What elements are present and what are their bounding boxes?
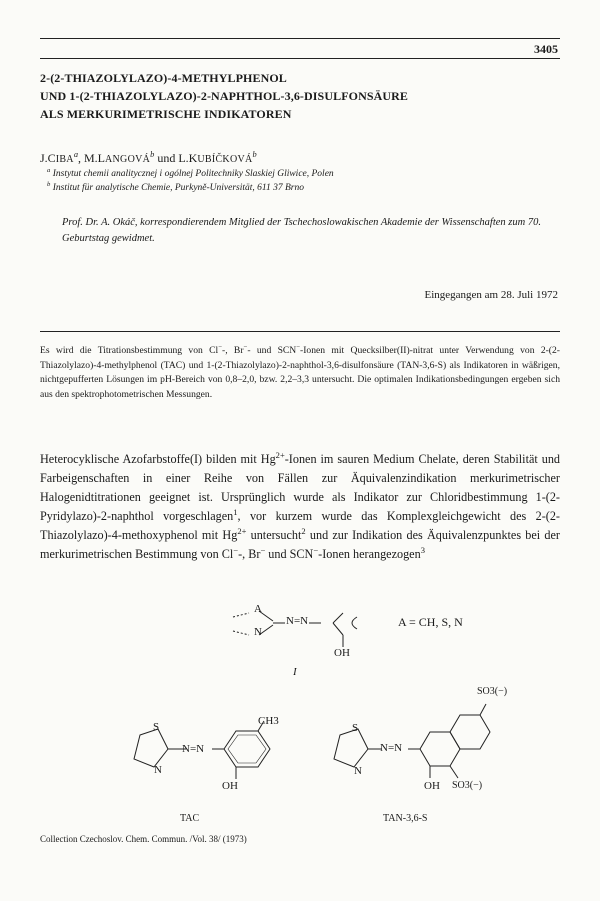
abstract bbox=[40, 344, 560, 402]
superscript: 2+ bbox=[275, 449, 285, 460]
author-1-name: IBA bbox=[55, 154, 74, 165]
generic-atom-a: A bbox=[254, 603, 262, 615]
author-1-mark: a bbox=[73, 150, 78, 159]
author-1-initial: J.C bbox=[40, 151, 56, 165]
superscript: − bbox=[233, 544, 239, 555]
tac-hydroxyl: OH bbox=[222, 780, 238, 792]
tac-sulfur-atom: S bbox=[153, 721, 160, 733]
generic-definition: A = CH, S, N bbox=[398, 615, 463, 629]
dedication: Prof. Dr. A. Okáč, korrespondierendem Mitglied der Tschechoslowakischen Akademie der Wissenschaften zum 70. Geburtstag gewidmet. bbox=[62, 217, 541, 244]
abstract-text: -, Br bbox=[222, 345, 244, 356]
body-text: und zur Indikation des Äquivalenzpunktes bei der merkurimetrischen Bestimmung von Cl bbox=[40, 528, 560, 561]
author-3-initial: L.K bbox=[178, 151, 198, 165]
title-line-2: UND 1-(2-THIAZOLYLAZO)-2-NAPHTHOL-3,6-DISULFONSÄURE bbox=[40, 89, 409, 103]
author-2-initial: M.L bbox=[84, 151, 105, 165]
abstract-text: - und SCN bbox=[247, 345, 297, 356]
body-text: , vor kurzem wurde das Komplexgleichgewicht des 2-(2-Thiazolylazo)-4-methoxyphenol mit Hg bbox=[40, 509, 560, 542]
reference-superscript: 2 bbox=[301, 525, 306, 536]
body-text: und SCN bbox=[265, 547, 314, 561]
journal-footer: Collection Czechoslov. Chem. Commun. /Vol. 38/ (1973) bbox=[40, 834, 247, 844]
charge-superscript: − bbox=[243, 343, 248, 351]
author-3-mark: b bbox=[252, 150, 257, 159]
header-rule-top bbox=[40, 38, 560, 39]
structure-label-tac: TAC bbox=[180, 813, 200, 824]
charge-superscript: − bbox=[296, 343, 301, 351]
structure-label-i: I bbox=[293, 666, 297, 678]
tac-methyl-group: CH3 bbox=[258, 715, 279, 727]
affiliation-text: Institut für analytische Chemie, Purkyně-Universität, 611 37 Brno bbox=[52, 183, 304, 193]
affiliation-a bbox=[47, 166, 334, 179]
generic-azo-group: N=N bbox=[286, 615, 309, 627]
structure-label-tan: TAN-3,6-S bbox=[383, 813, 428, 824]
affiliation-text: Instytut chemii analitycznej i ogólnej Politechniky Slaskiej Gliwice, Polen bbox=[52, 169, 334, 179]
author-separator: , bbox=[78, 151, 84, 165]
abstract-rule bbox=[40, 331, 560, 332]
body-text: -Ionen herangezogen bbox=[318, 547, 421, 561]
affiliation-mark: b bbox=[47, 180, 51, 188]
superscript: − bbox=[260, 544, 266, 555]
superscript: − bbox=[313, 544, 319, 555]
tan-hydroxyl: OH bbox=[424, 780, 440, 792]
tan-azo-group: N=N bbox=[380, 742, 403, 754]
abstract-text: -Ionen mit Quecksilber(II)-nitrat unter Verwendung von 2-(2-Thiazolylazo)-4-methylphenol (TAC) und 1-(2-Thiazolylazo)-2-naphthol-3,6-disulfonsäure (TAN-3,6-S) als Indikatoren in wäßrigen, nichtgepufferten Lösungen im pH-Bereich von 0,8–2,0, bzw. 2,2–3,3 untersucht. Die optimalen Indikationsbedingungen ergeben sich aus den spektrophotometrischen Messungen. bbox=[40, 345, 560, 400]
charge-superscript: − bbox=[218, 343, 223, 351]
title-line-1: 2-(2-THIAZOLYLAZO)-4-METHYLPHENOL bbox=[40, 71, 287, 85]
affiliation-mark: a bbox=[47, 166, 51, 174]
body-paragraph bbox=[40, 450, 560, 564]
tan-nitrogen-atom: N bbox=[354, 765, 362, 777]
title-line-3: ALS MERKURIMETRISCHE INDIKATOREN bbox=[40, 107, 292, 121]
tan-sulfonate-bottom: SO3(−) bbox=[452, 780, 483, 791]
author-2-mark: b bbox=[150, 150, 155, 159]
abstract-text: Es wird die Titrationsbestimmung von Cl bbox=[40, 345, 219, 356]
structure-tan-diagram bbox=[320, 690, 520, 810]
body-text: -Ionen im sauren Medium Chelate, deren Stabilität und Farbeigenschaften in einer Reihe von Fällen zur Äquivalenzindikation merkurimetrischer Halogenidtitrationen geeignet ist. Ursprünglich wurde als Indikator zur Chloridbestimmung 1-(2-Pyridylazo)-2-naphthol vorgeschlagen bbox=[40, 452, 561, 523]
author-separator: und bbox=[154, 151, 179, 165]
body-text: Heterocyklische Azofarbstoffe(I) bilden mit Hg bbox=[40, 452, 276, 466]
tac-azo-group: N=N bbox=[182, 743, 205, 755]
reference-superscript: 1 bbox=[233, 506, 238, 517]
affiliation-b bbox=[47, 180, 304, 193]
reference-superscript: 3 bbox=[420, 544, 425, 555]
page-number: 3405 bbox=[534, 42, 558, 56]
tan-sulfonate-top: SO3(−) bbox=[477, 686, 508, 697]
tac-nitrogen-atom: N bbox=[154, 764, 162, 776]
structure-tac-diagram bbox=[120, 715, 290, 805]
generic-hydroxyl: OH bbox=[334, 647, 350, 659]
received-date: Eingegangen am 28. Juli 1972 bbox=[424, 289, 558, 301]
author-2-name: ANGOVÁ bbox=[105, 154, 151, 165]
authors bbox=[40, 151, 257, 166]
structure-generic-diagram bbox=[225, 595, 385, 665]
superscript: 2+ bbox=[237, 525, 247, 536]
header-rule-bottom bbox=[40, 58, 560, 59]
generic-atom-n: N bbox=[254, 626, 262, 638]
tan-sulfur-atom: S bbox=[352, 722, 359, 734]
body-text: untersucht bbox=[246, 528, 302, 542]
author-3-name: UBÍČKOVÁ bbox=[197, 154, 253, 165]
body-text: -, Br bbox=[238, 547, 261, 561]
